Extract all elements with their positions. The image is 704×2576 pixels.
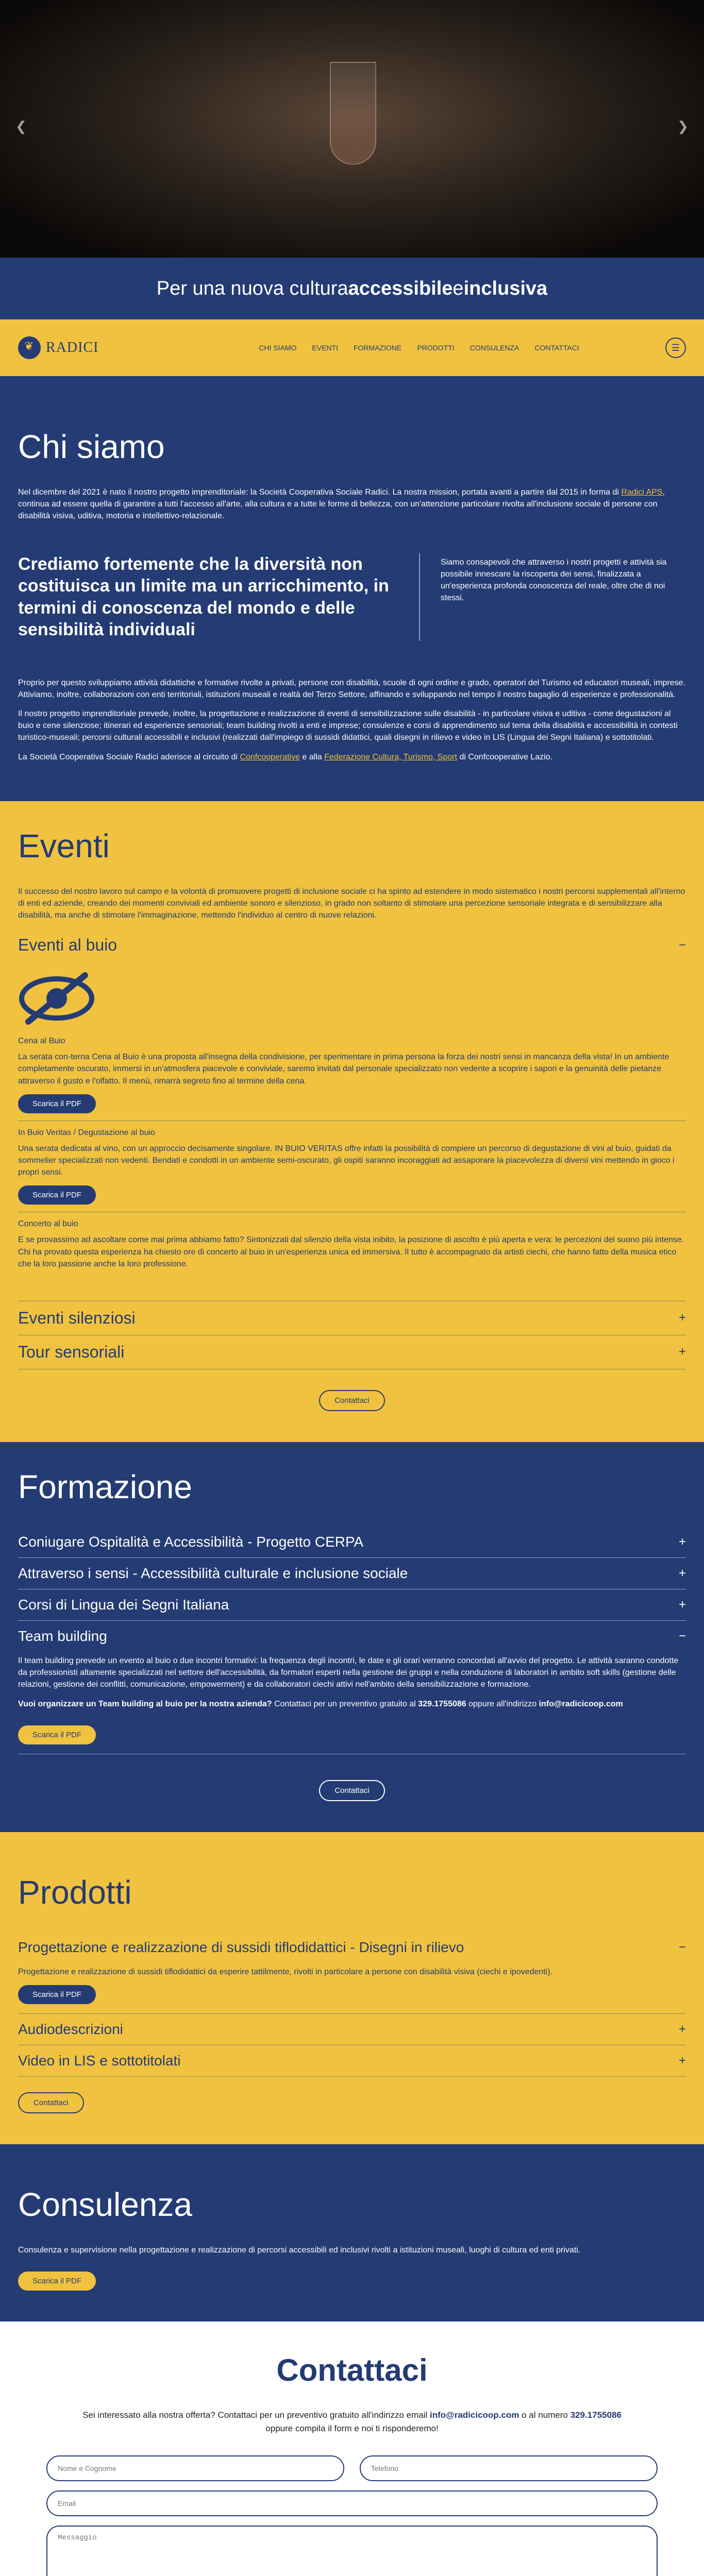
eventi-contact-button[interactable]: Contattaci <box>319 1390 385 1411</box>
chi-siamo-quote: Crediamo fortemente che la diversità non costituisca un limite ma un arricchimento, in termini di conoscenza del mondo e delle sensibilità individuali <box>18 553 420 641</box>
chi-siamo-intro: Nel dicembre del 2021 è nato il nostro progetto imprenditoriale: la Società Cooperativa Sociale Radici. La nostra mission, portata avanti a partire dal 2015 in forma di Radici APS, continua ad essere quella di garantire a tutti l'accesso all'arte, alla cultura e a tutte le forme di bellezza, con un'attenzione particolare rivolta all'inclusione sociale di persone con disabilità visiva, uditiva, motoria e intellettivo-relazionale. <box>18 488 665 521</box>
accordion-header-lis[interactable]: Corsi di Lingua dei Segni Italiana + <box>18 1596 686 1613</box>
contatti-intro: Sei interessato alla nostra offerta? Contattaci per un preventivo gratuito all'indirizzo email info@radicicoop.com o al numero 329.1755086 oppure compila il form e noi ti risponderemo! <box>82 2410 622 2433</box>
concerto-title: Concerto al buio <box>18 1219 78 1229</box>
prodotti-title: Prodotti <box>18 1873 132 1911</box>
accordion-body-team-building <box>18 1652 686 1754</box>
accordion-header-audiodescrizioni[interactable]: Audiodescrizioni + <box>18 2021 686 2037</box>
eventi-intro: Il successo del nostro lavoro sul campo e la volontà di promuovere progetti di inclusione sociale ci ha spinto ad estendere in modo sistematico i nostri percorsi supplementali all'interno di enti ed aziende, creando dei momenti conviviali ed ambiente sonoro e silenzioso, in grado non soltanto di stimolare una percezione sensoriale integrata e di sensibilizzare alla disabilità, ma anche di stimolare l'immaginazione, mettendo l'individuo al centro di nuove relazioni. <box>18 887 685 920</box>
nav-item-contattaci[interactable]: CONTATTACI <box>534 344 579 352</box>
hero-wine-glass-image <box>330 62 376 165</box>
email-input[interactable] <box>46 2490 658 2516</box>
accordion-header-disegni-rilievo[interactable]: Progettazione e realizzazione di sussidi tiflodidattici - Disegni in rilievo − <box>18 1939 686 1955</box>
chi-siamo-section <box>0 376 704 801</box>
cena-al-buio-block <box>18 1037 686 1121</box>
hero-banner <box>0 0 704 258</box>
nav-item-chi-siamo[interactable]: CHI SIAMO <box>259 344 297 352</box>
minus-icon: − <box>678 1629 686 1643</box>
contact-mail-link[interactable]: info@radicicoop.com <box>429 2410 519 2420</box>
accordion-attraverso-i-sensi <box>18 1558 686 1589</box>
team-mail[interactable]: info@radicicoop.com <box>539 1699 623 1708</box>
consulenza-title: Consulenza <box>18 2185 192 2223</box>
prodotti-pdf-button[interactable]: Scarica il PDF <box>18 1985 96 2004</box>
plus-icon: + <box>678 1345 686 1359</box>
phone-input[interactable] <box>360 2455 658 2481</box>
consulenza-pdf-wrap <box>18 2272 686 2291</box>
consulenza-section <box>0 2144 704 2321</box>
plus-icon: + <box>678 1311 686 1325</box>
chi-siamo-paragraph-2: Proprio per questo sviluppiamo attività didattiche e formative rivolte a privati, persone con disabilità, scuole di ogni ordine e grado, operatori del Turismo ed educatori museali, imprese. Attiviamo, inoltre, collaborazioni con enti territoriali, istituzioni museali e realtà del Terzo Settore, affinando e sviluppando nel tempo il nostro bagaglio di esperienze e professionalità. <box>18 678 685 699</box>
eventi-title: Eventi <box>18 827 110 865</box>
consulenza-text: Consulenza e supervisione nella progettazione e realizzazione di percorsi accessibili ed inclusivi rivolti a istituzioni museali, luoghi di cultura ed enti privati. <box>18 2245 581 2255</box>
eventi-section <box>0 801 704 1442</box>
contatti-section <box>0 2321 704 2576</box>
confcooperative-link[interactable]: Confcooperative <box>240 752 300 761</box>
chi-siamo-paragraph-4: La Società Cooperativa Sociale Radici aderisce al circuito di Confcooperative e alla Federazione Cultura, Turismo, Sport di Confcooperative Lazio. <box>18 752 552 761</box>
cena-al-buio-title: Cena al Buio <box>18 1037 65 1046</box>
consulenza-pdf-button[interactable]: Scarica il PDF <box>18 2272 96 2291</box>
team-phone[interactable]: 329.1755086 <box>418 1699 466 1708</box>
degustazione-text: Una serata dedicata al vino, con un approccio decisamente singolare. IN BUIO VERITAS offre infatti la possibilità di compiere un percorso di degustazione di vini al buio, guidati da sommelier specializzati non vedenti. Bendati e condotti in un ambiente semi-oscurato, gli ospiti saranno incoraggiati ad assaporare la piacevolezza di diversi vini mettendo in gioco i propri sensi. <box>18 1144 675 1177</box>
plus-icon: + <box>678 1534 686 1549</box>
cena-al-buio-text: La serata con-terna Cena al Buio è una proposta all'insegna della condivisione, per sperimentare in prima persona la forza dei nostri sensi in mancanza della vista! In un ambiente completamente oscurato, immersi in un'atmosfera piacevole e conviviale, saremo invitati dal personale specializzato non vedente a scoprire i sapori e la genuinità delle pietanze attraverso il gusto e l'olfatto. Il menù, rimarrà segreto fino al termine della cena. <box>18 1053 669 1086</box>
accordion-header-video-lis[interactable]: Video in LIS e sottotitolati + <box>18 2052 686 2069</box>
minus-icon: − <box>678 1940 686 1954</box>
plus-icon: + <box>678 2053 686 2067</box>
accordion-body-eventi-al-buio <box>18 962 686 1301</box>
concerto-block <box>18 1219 686 1284</box>
accordion-cerpa <box>18 1527 686 1558</box>
form-row-name-phone <box>46 2455 658 2481</box>
accordion-body-disegni-rilievo <box>18 1963 686 2013</box>
form-row-email <box>46 2490 658 2516</box>
chi-siamo-quote-row <box>18 553 686 641</box>
hero-tagline: Per una nuova cultura accessibile e inclusiva <box>0 258 704 319</box>
eventi-contact-wrap <box>18 1390 686 1411</box>
main-navbar <box>0 319 704 376</box>
team-pdf-wrap <box>18 1725 686 1744</box>
nav-item-prodotti[interactable]: PRODOTTI <box>417 344 455 352</box>
prodotti-contact-button[interactable]: Contattaci <box>18 2092 84 2113</box>
contact-phone-link[interactable]: 329.1755086 <box>570 2410 622 2420</box>
degustazione-block <box>18 1128 686 1213</box>
team-building-cta: Vuoi organizzare un Team building al buio per la nostra azienda? Contattaci per un preventivo gratuito al 329.1755086 oppure all'indirizzo info@radicicoop.com <box>18 1699 623 1708</box>
accordion-disegni-rilievo <box>18 1932 686 2014</box>
plus-icon: + <box>678 2022 686 2036</box>
team-building-text: Il team building prevede un evento al buio o due incontri formativi: la frequenza degli incontri, le date e gli orari verranno concordati all'avvio del progetto. Le attività saranno condotte da professionisti altamente specializzati nel settore dell'accessibilità, da formatori esperti nella gestione dei gruppi e nella conduzione di laboratori in ambito soft skills (gestione delle relazioni, gestione dei conflitti, comunicazione, empowerment) e da collaboratori ciechi attivi nell'ambito della sensibilizzazione e formazione. <box>18 1656 679 1689</box>
formazione-section <box>0 1442 704 1832</box>
formazione-contact-wrap <box>18 1780 686 1801</box>
accordion-header-tour-sensoriali[interactable]: Tour sensoriali + <box>18 1342 686 1361</box>
accordion-header-cerpa[interactable]: Coniugare Ospitalità e Accessibilità - Progetto CERPA + <box>18 1533 686 1550</box>
accordion-video-lis <box>18 2045 686 2077</box>
accordion-audiodescrizioni <box>18 2014 686 2045</box>
degustazione-pdf-button[interactable]: Scarica il PDF <box>18 1185 96 1205</box>
disegni-rilievo-text: Progettazione e realizzazione di sussidi tiflodidattici da esperire tattilmente, rivolti in particolare a persone con disabilità visiva (ciechi e ipovedenti). <box>18 1967 552 1976</box>
contatti-title: Contattaci <box>276 2353 428 2388</box>
nav-item-formazione[interactable]: FORMAZIONE <box>354 344 402 352</box>
federazione-link[interactable]: Federazione Cultura, Turismo, Sport <box>324 752 457 761</box>
accordion-header-eventi-al-buio[interactable]: Eventi al buio − <box>18 936 686 955</box>
team-pdf-button[interactable]: Scarica il PDF <box>18 1725 96 1744</box>
prodotti-section <box>0 1832 704 2144</box>
formazione-title: Formazione <box>18 1468 192 1505</box>
minus-icon: − <box>678 938 686 952</box>
logo-text: RADICI <box>46 340 99 355</box>
chi-siamo-paragraph-3: Il nostro progetto imprenditoriale prevede, inoltre, la progettazione e realizzazione di eventi di sensibilizzazione sulle disabilità - in particolare visiva e uditiva - come degustazioni al buio e cene silenziose; itinerari ed esperienze sensoriali; team building rivolti a enti e imprese; consulenze e corsi di apprendimento sul tema della disabilità e accessibilità in contesti turistico-museali; percorsi culturali accessibili e inclusivi (realizzati dall'impiego di sussidi didattici, quali disegni in rilievo e video in LIS (Lingua dei Segni Italiana) e sottotitolati. <box>18 709 678 742</box>
hamburger-icon[interactable]: ☰ <box>665 337 686 358</box>
chevron-right-icon[interactable]: ❯ <box>677 118 689 134</box>
chi-siamo-title: Chi siamo <box>18 428 165 465</box>
accordion-header-team-building[interactable]: Team building − <box>18 1628 686 1644</box>
nav-menu <box>173 344 665 352</box>
radici-logo[interactable] <box>18 336 173 359</box>
radici-logo-mark-icon <box>18 336 41 359</box>
name-input[interactable] <box>46 2455 344 2481</box>
nav-item-consulenza[interactable]: CONSULENZA <box>470 344 519 352</box>
accordion-header-attraverso-i-sensi[interactable]: Attraverso i sensi - Accessibilità culturale e inclusione sociale + <box>18 1565 686 1581</box>
chevron-left-icon[interactable]: ❮ <box>15 118 27 134</box>
plus-icon: + <box>678 1566 686 1580</box>
cena-pdf-button[interactable]: Scarica il PDF <box>18 1094 96 1113</box>
nav-item-eventi[interactable]: EVENTI <box>312 344 338 352</box>
prodotti-contact-wrap <box>18 2092 686 2113</box>
accordion-header-eventi-silenziosi[interactable]: Eventi silenziosi + <box>18 1308 686 1327</box>
eye-slash-icon <box>18 970 95 1027</box>
message-textarea[interactable] <box>46 2526 658 2576</box>
radici-aps-link[interactable]: Radici APS <box>621 488 663 497</box>
formazione-contact-button[interactable]: Contattaci <box>319 1780 385 1801</box>
degustazione-title: In Buio Veritas / Degustazione al buio <box>18 1128 155 1137</box>
accordion-lis <box>18 1589 686 1621</box>
chi-siamo-side-text: Siamo consapevoli che attraverso i nostri progetti e attività sia possibile innescare la riscoperta dei sensi, finalizzata a un'esperienza profonda conoscenza del reale, oltre che di noi stessi. <box>441 557 667 603</box>
accordion-team-building <box>18 1621 686 1754</box>
accordion-eventi-al-buio <box>18 928 686 1301</box>
plus-icon: + <box>678 1597 686 1612</box>
accordion-tour-sensoriali <box>18 1335 686 1369</box>
accordion-eventi-silenziosi <box>18 1301 686 1335</box>
concerto-text: E se provassimo ad ascoltare come mai prima abbiamo fatto? Sintonizzati dal silenzio della vista inibito, la posizione di ascolto è più aperta e vera: le percezioni del suono più intense. Chi ha provato questa esperienza ha chiesto ore di concerto al buio in un'esperienza unica ed immersiva. Il tutto è accompagnato da artisti ciechi, che hanno fatto della musica etico che la loro passione anche la loro professione. <box>18 1235 684 1268</box>
